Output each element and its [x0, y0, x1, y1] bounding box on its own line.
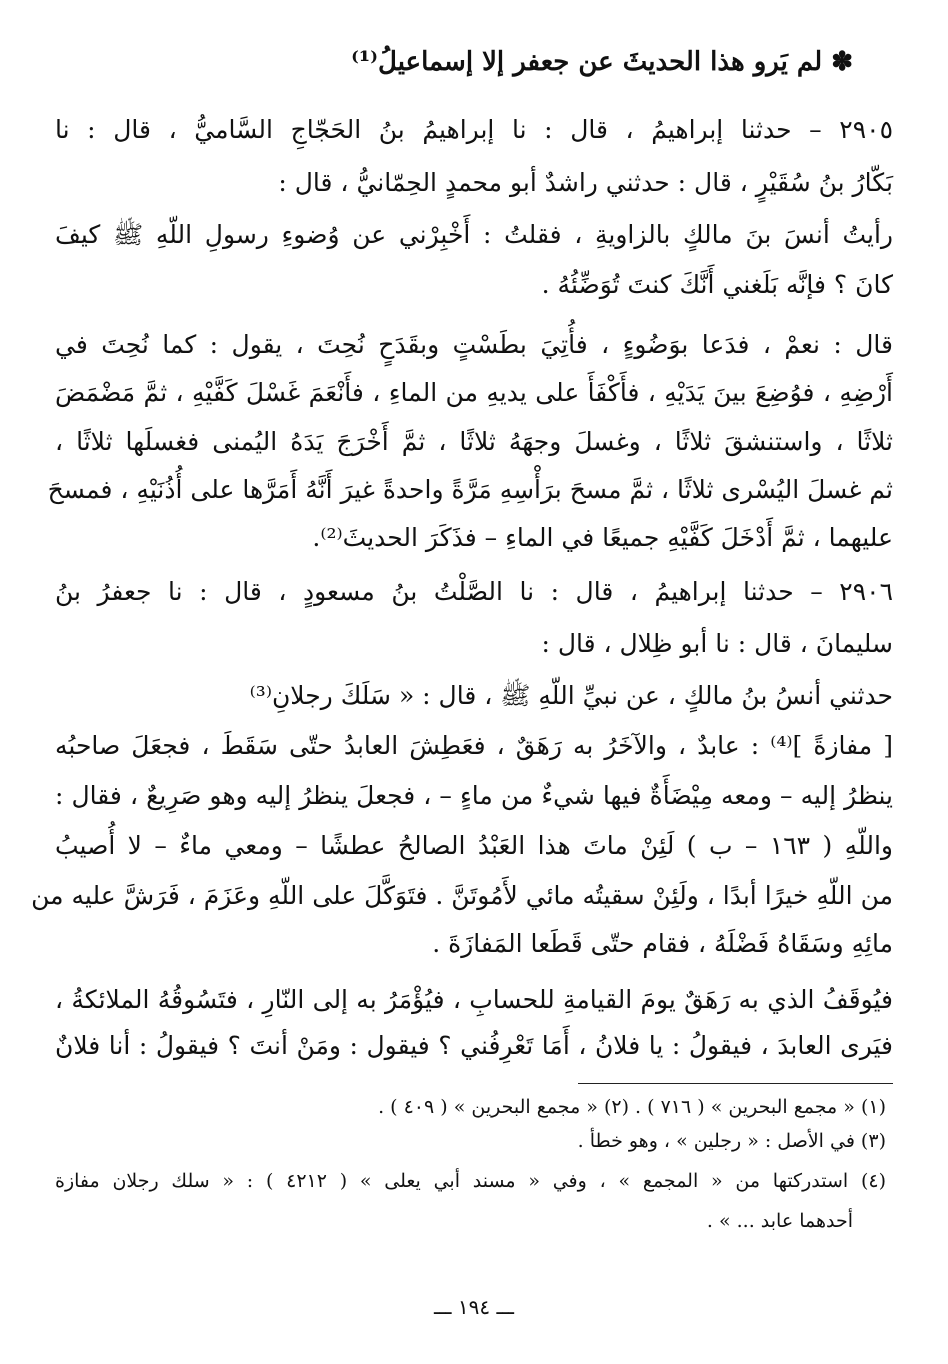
hadith-2905-line-3: رأيتُ أنسَ بنَ مالكٍ بالزاويةِ ، فقلتُ : أَخْبِرْني عن وُضوءِ رسولِ اللّهِ ﷺ كيفَ — [55, 220, 893, 249]
chapter-heading: ✽ لم يَرو هذا الحديثَ عن جعفر إلا إسماعيلُ⁽¹⁾ — [351, 47, 853, 77]
hadith-2906-line-3: حدثني أنسُ بنُ مالكٍ ، عن نبيِّ اللّهِ ﷺ ، قال : « سَلَكَ رجلانِ⁽³⁾ — [249, 681, 893, 710]
footnote-1-2: (١) « مجمع البحرين » ( ٧١٦ ) . (٢) « مجمع البحرين » ( ٤٠٩ ) . — [378, 1096, 886, 1118]
hadith-2905-line-1: ٢٩٠٥ – حدثنا إبراهيمُ ، قال : نا إبراهيمُ بنُ الحَجّاجِ السَّاميُّ ، قال : نا — [55, 115, 893, 144]
hadith-2905-line-8: ثم غسلَ اليُسْرى ثلاثًا ، ثمَّ مسحَ برَأْسِهِ مَرَّةً واحدةً غيرَ أَنَّهُ أَمَرَّها على أُذُنَيْهِ ، فمسحَ — [47, 475, 893, 504]
hadith-2906-line-10: فيَرى العابدَ ، فيقولُ : يا فلانُ ، أَمَا تَعْرِفُني ؟ فيقول : ومَنْ أنتَ ؟ فيقولُ : أنا فلانٌ — [55, 1031, 893, 1060]
hadith-2906-line-8: مائِهِ وسَقَاهُ فَضْلَهُ ، فقام حتّى قَطَعا المَفازَةَ . — [432, 929, 893, 958]
hadith-2905-line-4: كانَ ؟ فإنَّه بَلَغني أَنَّكَ كنتَ تُوَضِّئُهُ . — [541, 270, 893, 299]
hadith-2905-line-6: أَرْضِهِ ، فوُضِعَ بينَ يَدَيْهِ ، فأَكْفَأَ على يديهِ من الماءِ ، فأَنْعَمَ غَسْلَ كَفَّيْهِ ، ثمَّ مَضْمَضَ — [55, 378, 893, 407]
hadith-2905-line-9: عليهما ، ثمَّ أَدْخَلَ كَفَّيْهِ جميعًا في الماءِ – فذَكَرَ الحديثَ⁽²⁾. — [312, 523, 893, 552]
footnote-3: (٣) في الأصل : « رجلين » ، وهو خطأ . — [577, 1130, 886, 1152]
hadith-2905-line-7: ثلاثًا ، واستنشقَ ثلاثًا ، وغسلَ وجهَهُ ثلاثًا ، ثمَّ أَخْرَجَ يَدَهُ اليُمنى فغسلَها ثلاثًا ، — [55, 427, 893, 456]
hadith-2906-line-1: ٢٩٠٦ – حدثنا إبراهيمُ ، قال : نا الصَّلْتُ بنُ مسعودٍ ، قال : نا جعفرُ بنُ — [55, 577, 893, 606]
hadith-2906-line-6: واللّهِ ( ١٦٣ – ب ) لَئِنْ ماتَ هذا العَبْدُ الصالحُ عطشًا – ومعي ماءٌ – لا أُصيبُ — [55, 831, 893, 860]
page-number: ـــ ١٩٤ ـــ — [433, 1295, 515, 1319]
footnote-4: (٤) استدركتها من « المجمع » ، وفي « مسند أبي يعلى » ( ٤٢١٢ ) : « سلك رجلان مفازة — [55, 1170, 886, 1192]
footnote-4-continued: أحدهما عابد ... » . — [706, 1210, 853, 1232]
hadith-2905-line-2: بَكّارُ بنُ سُقَيْرٍ ، قال : حدثني راشدٌ أبو محمدٍ الحِمّانيُّ ، قال : — [278, 168, 893, 197]
hadith-2906-line-9: فيُوقَفُ الذي به رَهَقٌ يومَ القيامةِ للحسابِ ، فيُؤْمَرُ به إلى النّارِ ، فتَسُوقُهُ الملائكةُ ، — [55, 985, 893, 1014]
hadith-2906-line-7: من اللّهِ خيرًا أبدًا ، ولَئِنْ سقيتُه مائي لأَمُوتَنَّ . فتَوَكَّلَ على اللّهِ وعَزَمَ ، فَرَشَّ عليه من — [31, 881, 893, 910]
hadith-2906-line-5: ينظرُ إليه – ومعه مِيْضَأَةٌ فيها شيءٌ من ماءٍ – ، فجعلَ ينظرُ إليه وهو صَرِيعٌ ، فقال : — [55, 781, 893, 810]
footnote-separator — [578, 1083, 893, 1084]
hadith-2905-line-5: قال : نعمْ ، فدَعا بوَضُوءٍ ، فأُتِيَ بطَسْتٍ وبقَدَحٍ نُحِتَ ، يقول : كما نُحِتَ في — [55, 330, 893, 359]
hadith-2906-line-4: [ مفازةً ]⁽⁴⁾ : عابدٌ ، والآخَرُ به رَهَقٌ ، فعَطِشَ العابدُ حتّى سَقَطَ ، فجعَلَ صاحبُه — [55, 731, 893, 760]
hadith-2906-line-2: سليمانَ ، قال : نا أبو ظِلال ، قال : — [541, 629, 893, 658]
